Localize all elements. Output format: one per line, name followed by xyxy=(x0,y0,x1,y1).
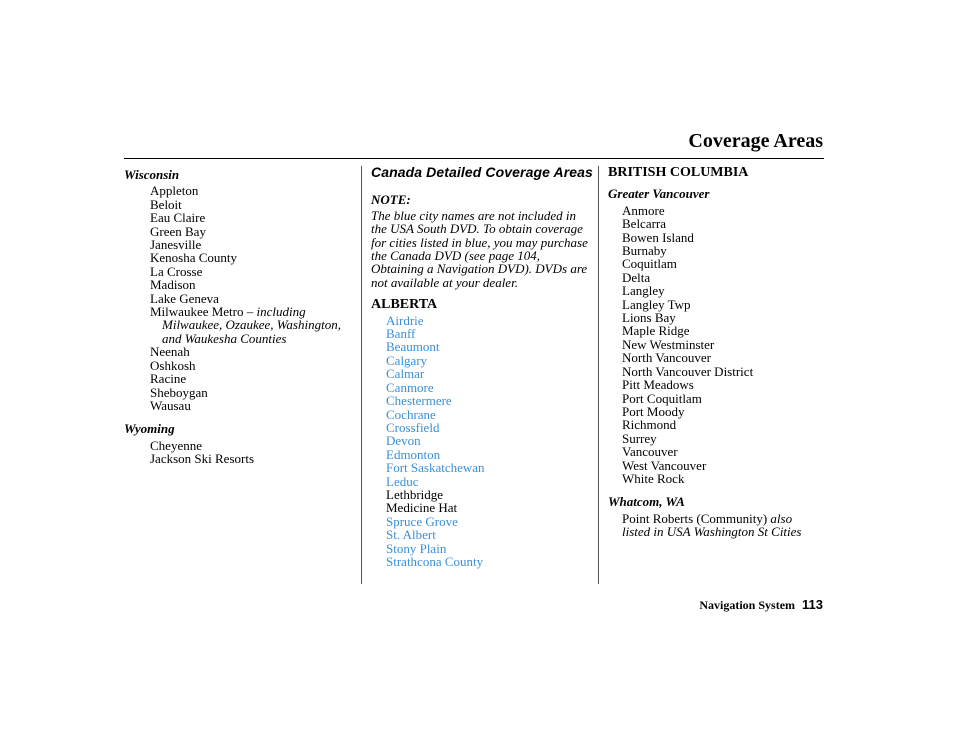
list-item-text: Maple Ridge xyxy=(622,323,690,339)
city-name: Strathcona County xyxy=(386,553,484,569)
list-item xyxy=(124,238,354,251)
city-name: Beaumont xyxy=(386,339,440,355)
list-item-text: Richmond xyxy=(622,417,677,433)
footer-section-name: Navigation System xyxy=(699,598,796,612)
column-1 xyxy=(124,166,354,466)
list-item-text: Point Roberts (Community) xyxy=(622,510,768,526)
alberta-city-list xyxy=(371,314,593,569)
city-name: Stony Plain xyxy=(386,540,447,556)
list-item-text: Oshkosh xyxy=(150,357,196,373)
list-item-continuation: Milwaukee, Ozaukee, Washington, xyxy=(162,317,341,333)
list-item xyxy=(608,257,830,270)
city-name: Calgary xyxy=(386,352,428,368)
city-name: Canmore xyxy=(386,379,434,395)
list-item-text: West Vancouver xyxy=(622,457,707,473)
list-item xyxy=(608,244,830,257)
city-name: Edmonton xyxy=(386,446,441,462)
list-item xyxy=(124,386,354,399)
list-item xyxy=(608,204,830,217)
list-item xyxy=(608,231,830,244)
list-item xyxy=(608,271,830,284)
list-item-text: Milwaukee Metro xyxy=(150,304,244,320)
list-item-text: Bowen Island xyxy=(622,229,694,245)
list-item-text: Kenosha County xyxy=(150,250,238,266)
city-name: Chestermere xyxy=(386,393,452,409)
list-item-text: Langley xyxy=(622,283,665,299)
list-item-text: White Rock xyxy=(622,470,685,486)
list-item-text: North Vancouver xyxy=(622,350,711,366)
list-item-text: North Vancouver District xyxy=(622,363,754,379)
list-item xyxy=(124,359,354,372)
region-heading: Greater Vancouver xyxy=(608,186,710,202)
list-item xyxy=(124,305,354,318)
list-item-text: Belcarra xyxy=(622,216,667,232)
list-item xyxy=(608,418,830,431)
city-name: Devon xyxy=(386,433,421,449)
list-item xyxy=(124,278,354,291)
list-item xyxy=(124,198,354,211)
list-item xyxy=(608,459,830,472)
list-item-text: Eau Claire xyxy=(150,210,206,226)
list-item-text: Burnaby xyxy=(622,243,667,259)
list-item-text: Neenah xyxy=(150,344,190,360)
canada-section-heading: Canada Detailed Coverage Areas xyxy=(371,164,593,180)
list-item xyxy=(608,365,830,378)
note-label: NOTE: xyxy=(371,192,411,208)
list-item-text: Surrey xyxy=(622,430,657,446)
city-name: Banff xyxy=(386,326,416,342)
list-item-text: Pitt Meadows xyxy=(622,377,694,393)
list-item-note: – including xyxy=(246,304,306,320)
list-item xyxy=(124,372,354,385)
list-item-text: Madison xyxy=(150,277,196,293)
list-item xyxy=(608,298,830,311)
city-name: Spruce Grove xyxy=(386,513,458,529)
column-2 xyxy=(371,166,593,568)
list-item xyxy=(124,452,354,465)
province-heading-bc: BRITISH COLUMBIA xyxy=(608,165,749,180)
region-heading: Wyoming xyxy=(124,421,175,437)
list-item-text: Sheboygan xyxy=(150,384,208,400)
list-item-text: Cheyenne xyxy=(150,437,202,453)
city-name: Leduc xyxy=(386,473,419,489)
city-name: Medicine Hat xyxy=(386,500,458,516)
list-item-text: Janesville xyxy=(150,237,202,253)
city-name: Lethbridge xyxy=(386,486,444,502)
list-item xyxy=(608,284,830,297)
list-item xyxy=(608,405,830,418)
page-title: Coverage Areas xyxy=(688,130,823,152)
list-item-text: Port Moody xyxy=(622,403,685,419)
list-item xyxy=(124,345,354,358)
list-item-text: Jackson Ski Resorts xyxy=(150,451,254,467)
city-name: Cochrane xyxy=(386,406,436,422)
list-item xyxy=(608,351,830,364)
city-name: Calmar xyxy=(386,366,425,382)
column-divider-2 xyxy=(598,166,599,584)
list-item xyxy=(608,311,830,324)
list-item-continuation: listed in USA Washington St Cities xyxy=(622,524,802,540)
list-item-text: Wausau xyxy=(150,397,191,413)
list-item-text: La Crosse xyxy=(150,263,203,279)
province-heading-alberta: ALBERTA xyxy=(371,297,438,313)
list-item xyxy=(608,392,830,405)
list-item xyxy=(608,472,830,485)
city-name: Crossfield xyxy=(386,419,440,435)
list-item xyxy=(608,217,830,230)
region-heading: Whatcom, WA xyxy=(608,494,685,510)
city-name: St. Albert xyxy=(386,527,436,543)
city-name: Airdrie xyxy=(386,312,424,328)
list-item xyxy=(124,251,354,264)
column-3 xyxy=(608,166,830,539)
note-text: The blue city names are not included in the USA South DVD. To obtain coverage for cities listed in blue, you may purchase the Canada DVD (see page 104, Obtaining a Navigation DVD). DVDs are not available at your dealer. xyxy=(371,207,588,290)
list-item-text: Green Bay xyxy=(150,223,206,239)
list-item xyxy=(124,265,354,278)
list-item-text: Racine xyxy=(150,371,187,387)
region-heading: Wisconsin xyxy=(124,167,180,182)
list-item xyxy=(608,432,830,445)
list-item-text: Lions Bay xyxy=(622,310,676,326)
list-item xyxy=(608,378,830,391)
list-item-text: New Westminster xyxy=(622,336,715,352)
list-item xyxy=(608,445,830,458)
header-rule xyxy=(124,158,824,159)
list-item xyxy=(124,399,354,412)
list-item-text: Port Coquitlam xyxy=(622,390,702,406)
list-item-continuation: and Waukesha Counties xyxy=(162,330,287,346)
column-divider-1 xyxy=(361,166,362,584)
list-item xyxy=(608,512,830,525)
list-item-text: Langley Twp xyxy=(622,296,691,312)
list-item xyxy=(608,338,830,351)
list-item-text: Delta xyxy=(622,269,651,285)
list-item xyxy=(124,225,354,238)
list-item xyxy=(124,184,354,197)
list-item-text: Lake Geneva xyxy=(150,290,219,306)
list-item-text: Appleton xyxy=(150,183,199,199)
list-item-text: Beloit xyxy=(150,196,182,212)
list-item-text: Coquitlam xyxy=(622,256,677,272)
list-item xyxy=(608,324,830,337)
list-item xyxy=(124,292,354,305)
page-number: 113 xyxy=(802,597,823,612)
page-footer xyxy=(699,597,823,613)
city-name: Fort Saskatchewan xyxy=(386,460,485,476)
list-item xyxy=(124,211,354,224)
list-item-note: also xyxy=(770,510,793,526)
list-item xyxy=(124,439,354,452)
list-item-text: Anmore xyxy=(622,202,665,218)
list-item-text: Vancouver xyxy=(622,444,678,460)
